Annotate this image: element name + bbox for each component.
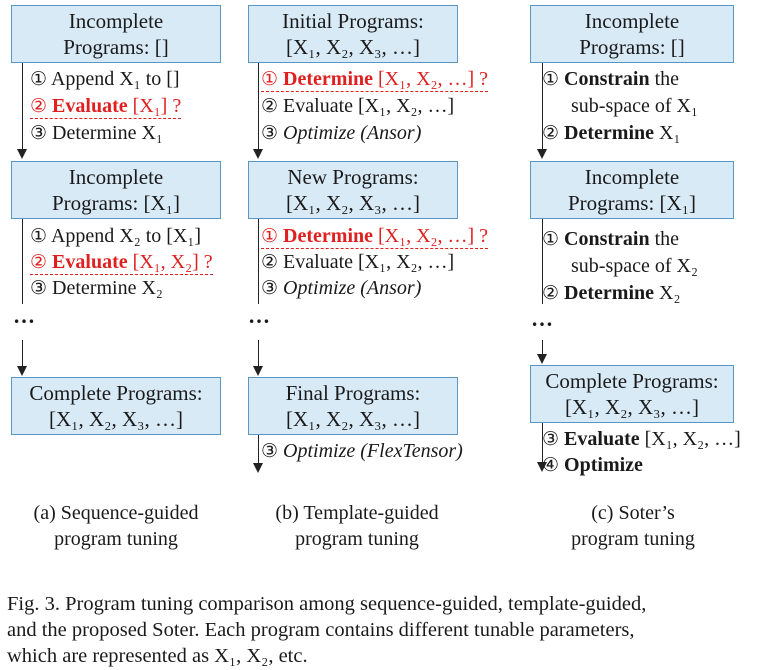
col-c-arrow-head-1 — [537, 149, 547, 159]
col-b-step-final: ③ Optimize (FlexTensor) — [261, 440, 463, 462]
col-b-step: ③ Optimize (Ansor) — [261, 122, 422, 144]
col-b-flow-line-3 — [258, 340, 259, 368]
col-c-ellipsis: … — [531, 306, 554, 331]
box-title: New Programs: — [287, 165, 419, 189]
col-b-flow-line-1 — [258, 63, 259, 151]
box-programs: [X₁, X₂, X₃, …] — [286, 191, 420, 215]
col-a-step: ① Append X₁ to [] — [30, 68, 180, 90]
col-a-step: ③ Determine X₂ — [30, 277, 163, 299]
box-title: Final Programs: — [285, 381, 421, 405]
box-title: Complete Programs: — [545, 369, 719, 393]
col-b-flow-line-4 — [258, 435, 259, 465]
col-b-box-3 — [248, 377, 458, 435]
col-a-step: ③ Determine X₁ — [30, 122, 163, 144]
col-c-step: sub-space of X₂ — [571, 255, 698, 277]
figure-caption-line: and the proposed Soter. Each program contains different tunable parameters, — [7, 619, 635, 641]
box-programs: [X₁, X₂, X₃, …] — [286, 35, 420, 59]
col-c-step-final: ③ Evaluate [X₁, X₂, …] — [542, 428, 741, 450]
col-a-box-2 — [11, 161, 221, 219]
box-title: Incomplete — [584, 9, 680, 33]
figure-caption — [7, 591, 757, 669]
col-c-step: ① Constrain the — [542, 228, 680, 250]
col-a-step-evaluate: ② Evaluate [X₁, X₂] ? — [30, 251, 213, 273]
col-a-arrow-head-1 — [17, 149, 27, 159]
col-c-subcaption: (c) Soter’s program tuning — [571, 502, 695, 550]
col-b-step: ③ Optimize (Ansor) — [261, 277, 422, 299]
box-programs: [X₁, X₂, X₃, …] — [565, 395, 699, 419]
col-b-subcaption: (b) Template-guided program tuning — [275, 502, 439, 550]
col-b-step: ② Evaluate [X₁, X₂, …] — [261, 95, 455, 117]
col-b-ellipsis: … — [248, 303, 271, 328]
col-a-flow-line-1 — [22, 63, 23, 151]
figure-caption-line: which are represented as X₁, X₂, etc. — [7, 645, 308, 667]
col-a-step-evaluate: ② Evaluate [X₁] ? — [30, 95, 182, 117]
col-c-box-3 — [530, 365, 734, 423]
col-b-arrow-head-3 — [253, 463, 263, 473]
col-a-step: ① Append X₂ to [X₁] — [30, 225, 201, 247]
col-b-flow-line-2 — [258, 219, 259, 304]
box-title: Initial Programs: — [282, 9, 424, 33]
col-b-arrow-head-1 — [253, 149, 263, 159]
col-a-subcaption: (a) Sequence-guided program tuning — [33, 502, 199, 550]
col-a-box-1 — [11, 5, 221, 63]
box-programs: [X₁, X₂, X₃, …] — [286, 407, 420, 431]
box-title: Complete Programs: — [29, 381, 203, 405]
box-title: Incomplete — [68, 165, 164, 189]
col-a-ellipsis: … — [13, 303, 36, 328]
col-b-step: ② Evaluate [X₁, X₂, …] — [261, 251, 455, 273]
col-b-box-2 — [248, 161, 458, 219]
box-programs: Programs: [X₁] — [51, 191, 181, 215]
col-a-box-3 — [11, 377, 221, 435]
col-a-arrow-head-2 — [17, 366, 27, 376]
col-b-step-determine: ① Determine [X₁, X₂, …] ? — [261, 68, 489, 90]
col-c-box-1 — [530, 5, 734, 63]
figure-caption-line: Fig. 3. Program tuning comparison among sequence-guided, template-guided, — [7, 593, 647, 615]
col-a-flow-line-2 — [22, 219, 23, 304]
col-b-step-determine: ① Determine [X₁, X₂, …] ? — [261, 225, 489, 247]
col-a-flow-line-3 — [22, 340, 23, 368]
col-c-step: ① Constrain the — [542, 68, 680, 90]
col-b-box-1 — [248, 5, 458, 63]
box-programs: Programs: [X₁] — [567, 191, 697, 215]
col-c-step: sub-space of X₁ — [571, 95, 698, 117]
col-b-arrow-head-2 — [253, 366, 263, 376]
box-programs: [X₁, X₂, X₃, …] — [49, 407, 183, 431]
box-programs: Programs: [] — [63, 35, 169, 59]
col-c-step: ② Determine X₂ — [542, 282, 681, 304]
box-title: Incomplete — [584, 165, 680, 189]
col-c-arrow-head-2 — [537, 354, 547, 364]
box-title: Incomplete — [68, 9, 164, 33]
col-c-box-2 — [530, 161, 734, 219]
col-c-step: ② Determine X₁ — [542, 122, 681, 144]
col-c-step-final: ④ Optimize — [542, 454, 643, 476]
box-programs: Programs: [] — [579, 35, 685, 59]
